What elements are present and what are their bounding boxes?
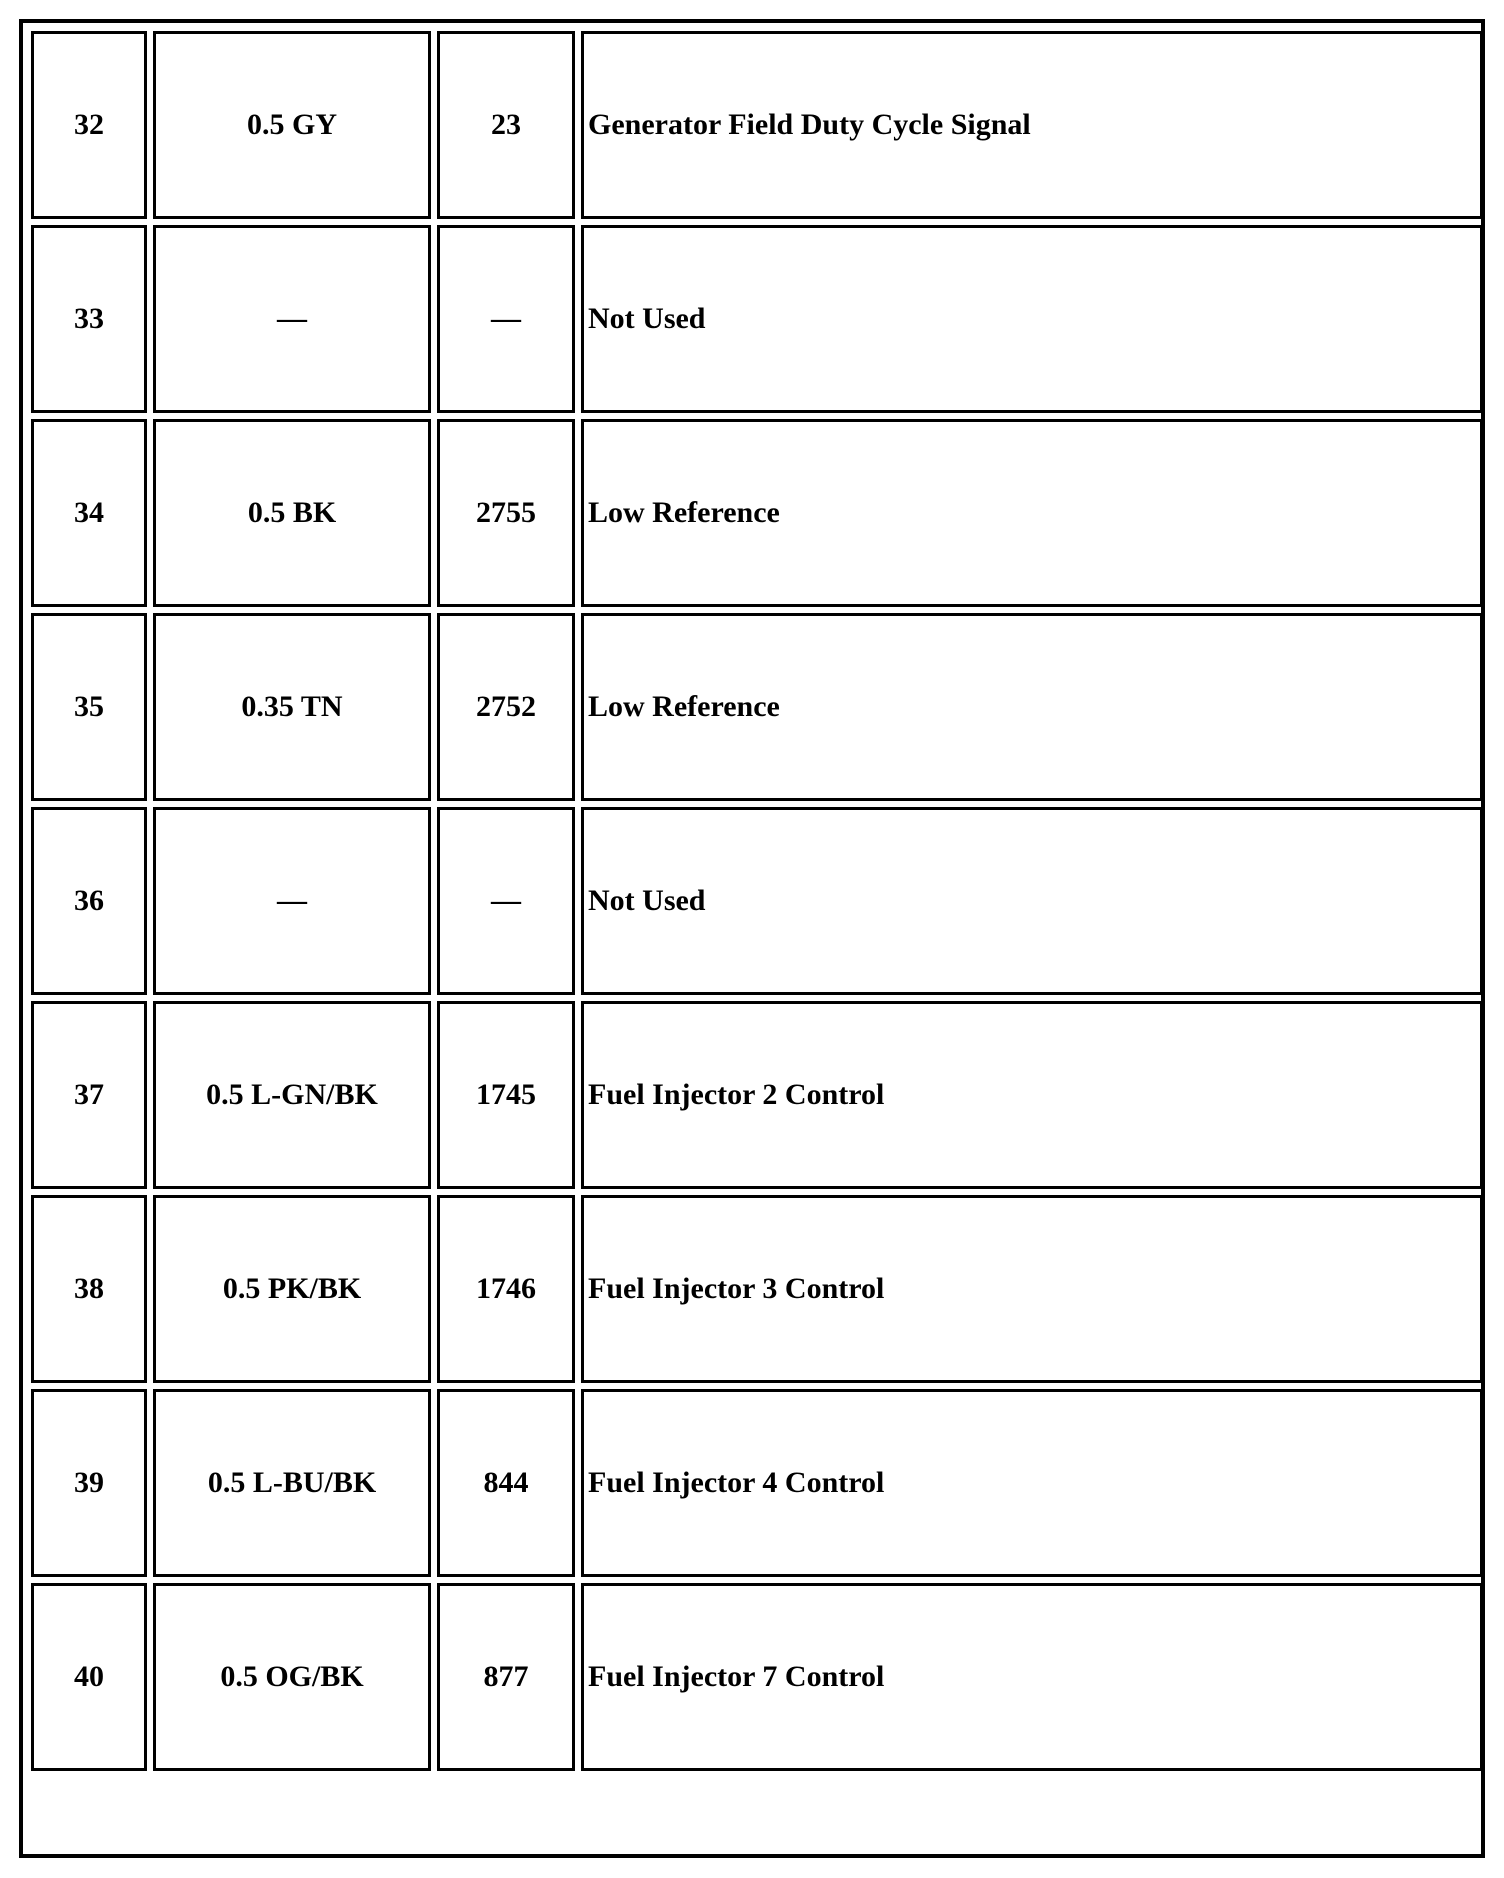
table-row [31, 1001, 1483, 1189]
function-cell: Not Used [581, 807, 1483, 995]
function-cell: Low Reference [581, 419, 1483, 607]
wire-color-cell: — [153, 225, 431, 413]
circuit-number-cell: 2752 [437, 613, 575, 801]
pin-number-cell: 38 [31, 1195, 147, 1383]
function-cell: Fuel Injector 2 Control [581, 1001, 1483, 1189]
connector-pinout-table-frame [19, 19, 1485, 1858]
wire-color-cell: 0.5 PK/BK [153, 1195, 431, 1383]
function-cell: Low Reference [581, 613, 1483, 801]
wire-color-cell: — [153, 807, 431, 995]
wire-color-cell: 0.5 OG/BK [153, 1583, 431, 1771]
circuit-number-cell: 844 [437, 1389, 575, 1577]
connector-pinout-table [25, 25, 1489, 1777]
pin-number-cell: 33 [31, 225, 147, 413]
pin-number-cell: 32 [31, 31, 147, 219]
function-cell: Fuel Injector 4 Control [581, 1389, 1483, 1577]
function-cell: Fuel Injector 3 Control [581, 1195, 1483, 1383]
function-cell: Generator Field Duty Cycle Signal [581, 31, 1483, 219]
circuit-number-cell: — [437, 807, 575, 995]
pin-number-cell: 35 [31, 613, 147, 801]
table-row [31, 419, 1483, 607]
pin-number-cell: 40 [31, 1583, 147, 1771]
pin-number-cell: 34 [31, 419, 147, 607]
pin-number-cell: 37 [31, 1001, 147, 1189]
table-row [31, 225, 1483, 413]
table-row [31, 1583, 1483, 1771]
circuit-number-cell: 1746 [437, 1195, 575, 1383]
wire-color-cell: 0.5 BK [153, 419, 431, 607]
function-cell: Not Used [581, 225, 1483, 413]
circuit-number-cell: 2755 [437, 419, 575, 607]
table-row [31, 807, 1483, 995]
wire-color-cell: 0.35 TN [153, 613, 431, 801]
pin-number-cell: 39 [31, 1389, 147, 1577]
circuit-number-cell: — [437, 225, 575, 413]
wire-color-cell: 0.5 L-GN/BK [153, 1001, 431, 1189]
circuit-number-cell: 877 [437, 1583, 575, 1771]
circuit-number-cell: 1745 [437, 1001, 575, 1189]
function-cell: Fuel Injector 7 Control [581, 1583, 1483, 1771]
table-row [31, 31, 1483, 219]
circuit-number-cell: 23 [437, 31, 575, 219]
table-row [31, 613, 1483, 801]
pin-number-cell: 36 [31, 807, 147, 995]
wire-color-cell: 0.5 L-BU/BK [153, 1389, 431, 1577]
table-row [31, 1195, 1483, 1383]
wire-color-cell: 0.5 GY [153, 31, 431, 219]
table-row [31, 1389, 1483, 1577]
